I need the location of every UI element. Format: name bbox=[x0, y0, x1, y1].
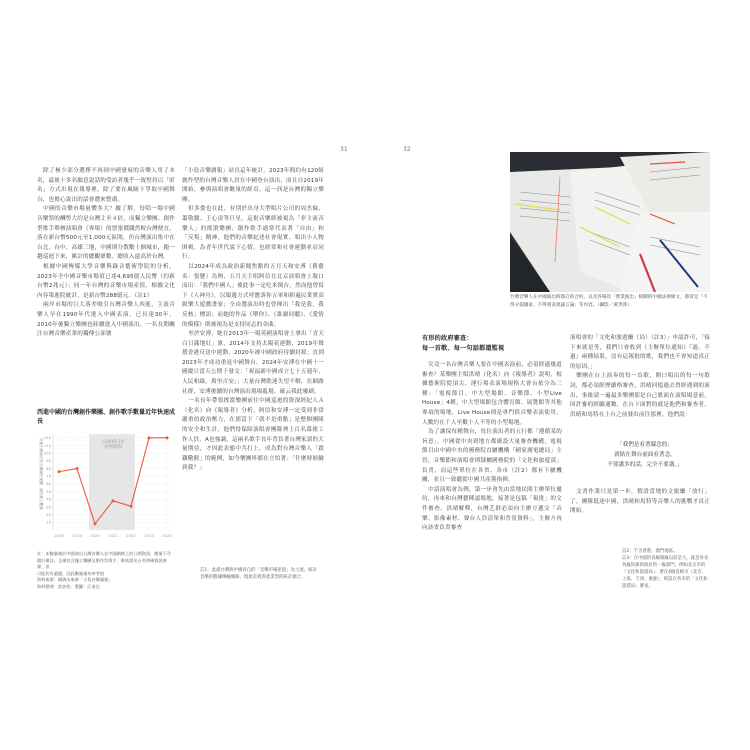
paragraph: 坐於安溥，她在2013年一場英國演唱會上拿出「青天白日滿地紅」旗，2014年支持太陽花運動，2019年聲援香港反送中運動，2020年被中國政府待續封殺；直到2023年才成功重返中國舞台，2024年安溥在中國十一國慶日當天公開于發文：「祝福新中國成立七十五週年，人民和綠，萬里吉安」；大量台灣歌迷失望不解，在網路社群，安溥後續的台灣演出現場亂場，確云我此廢刷。 bbox=[182, 331, 324, 395]
left-column-2 bbox=[182, 167, 324, 474]
chart-notes bbox=[37, 551, 175, 591]
x-tick-label: 2023 bbox=[144, 533, 154, 538]
paragraph: 一名長年帶領搖滾樂團前往中國巡迴的資深經紀人Ａ（化名）向《報導者》分析，阿信和安溥一定受到非常嚴重的政治壓力，在那當下「就不是重點」是整個團隊的安全和生計，他們得保障演唱會團隊裡上百名幕後工作人員，A也強調，這兩名歌手長年背負著台灣家諾的大量期待，才因此表態中共打上，成為對台灣音樂人「殺雞儆猴」的範例，如今樂團界都在言怕著：「什麼時候輪到我？」 bbox=[182, 398, 324, 472]
paragraph: 究竟一名台灣音樂人要在中國表演前，必須經過幾道審查？某樂團主唱洪晴（化名）向《報導者》說明，根據藝術院從頂尖、運行場表演場規格大會台依分為三種：「電視節目、中大型場館、音樂節、小型Live House」4種，中大型場館包含體育館、展覽館等其他專項的場地，Live House則是專門供音樂表演使用，人數約在千人至數十人不等的小型場地。 bbox=[422, 362, 562, 426]
paragraph: 文書作業只是第一步，假設當地的文旅廳「放行」了，團隊抵達中國，洪晴和馬特等音樂人的挑戰才真正開始。 bbox=[570, 489, 710, 515]
paragraph: 以2024年成為政治新聞焦點的五月天和安溥（舊藝名：張懸）為例，五月天主唱阿信在北京演唱會上脫口而出：「我們中國人」後此事一定吃米倒台，然而他曾寫下《人神舟》，以環邊方式呼應訴你五軍和抑遍民業實高級樂大遊戲畫家；全由選演出時也曾揮出「我是我，我反核」標語；而她的作品《喂你》、《誰謝同聽》、《愛情的模樣》則被視為是支持同志的金曲。 bbox=[182, 263, 324, 328]
quote-line: 不要講多的話，完全不要講。」 bbox=[607, 462, 683, 468]
paragraph: 根據中國傳媒大學音樂與錄音藝術學院的分析，2023年全中國音樂市場值已達4,695億人民幣（約新台幣2兆元）；同一年台灣的音樂市場產值，根據文化內容策進院統計，是新台幣288億元。（註1） bbox=[37, 263, 175, 299]
chart-note: 資料整理：許詩怡．製圖：江家宜 bbox=[37, 583, 100, 589]
covid-label: 疫情期間 bbox=[104, 445, 122, 450]
line-chart bbox=[37, 430, 177, 542]
y-tick-label: 30 bbox=[46, 504, 51, 510]
y-tick-label: 70 bbox=[46, 473, 51, 479]
covid-label: COVID-19 bbox=[102, 440, 124, 445]
y-tick-label: 100 bbox=[43, 450, 51, 456]
chart-title: 西進中國的台灣創作樂團、創作歌手數量近年快速成長 bbox=[37, 409, 176, 425]
photo-caption: 台灣音樂人在中國演出時簽訂的合約，以及各場次「營業演出」相關的中國法律條文，都常見「不得分裂國家、不得發表異議言論」等內容。（攝影／黃世澤） bbox=[510, 295, 708, 308]
closing-paragraph-block bbox=[570, 488, 710, 517]
y-tick-label: 120 bbox=[43, 435, 51, 441]
paragraph: 除了極少部分選擇不再到中國發展的音樂人用了本名，最後十多名願意說話的受訪者幾乎一致堅持以「匿名」方式出現在報導裡，除了要在風險下爭取中國舞台，也擔心說出的話會遭來整肅。 bbox=[37, 168, 175, 203]
paragraph: 樂團在台上演奏的每一首歌，開口唱出的每一句歌詞，都必須經歷嚴格審查，洪晴回憶過去曾經遇到的演出，事後請一遍最多樂團那是自己歌面在演唱場意前，因許審的經驗通數，在台下面對的就是他們和審查者，洪晴和馬特在上台之前發出前往那裡，他們說： bbox=[570, 373, 710, 418]
y-tick-label: 110 bbox=[43, 442, 51, 448]
quote-line: 就貼在舞台前面看著念， bbox=[614, 452, 676, 458]
photo-illustration bbox=[510, 152, 710, 292]
right-footnotes bbox=[622, 548, 710, 590]
chart-note: 資料來源：網調出來源「小島音樂讀報」 bbox=[37, 577, 113, 583]
data-point bbox=[94, 522, 97, 525]
data-point bbox=[130, 505, 133, 508]
footnote-3: 註3：在中國的省級層級以前是大，就是各省各級的黨與政府的一級部門，例如北京市的「文化和旅遊局」；要在4個直轄市（北京、上海、天津、重慶），則設在各市的「文化和旅遊局」審查。 bbox=[622, 556, 709, 589]
y-tick-label: 60 bbox=[46, 481, 51, 487]
y-axis-ticks bbox=[44, 435, 52, 524]
right-column-1 bbox=[422, 334, 562, 534]
y-tick-label: 80 bbox=[46, 465, 51, 471]
left-column-1 bbox=[37, 167, 175, 340]
data-point bbox=[112, 499, 115, 502]
page-number-left: 31 bbox=[340, 146, 348, 153]
chart-note: 註：本數量統計中國演出台灣音樂人在中國網路上的公開資訊，數量不含總計備註，且僅包含獨立樂團及創作型歌手，唯搖滾出台有明確資訊來源，但 bbox=[37, 551, 172, 570]
documents-photo bbox=[510, 152, 710, 292]
y-tick-label: 40 bbox=[46, 496, 51, 502]
section-heading: 有形的政府審查： bbox=[422, 335, 473, 342]
data-point bbox=[148, 436, 151, 439]
footnote-1: 註1：此處台灣與中國各自的「音樂市場產值」為主流，統計音樂的數據傳輸頻路，現規差異與產業型的統計總合。 bbox=[200, 568, 317, 580]
x-tick-label: 2022 bbox=[126, 533, 136, 538]
paragraph: 兩岸市場的巨大落差吸引台灣音樂人西進，主流音樂人早在1990年代進入中國表演，已長達30年，2010年後獨立樂團也陸續進入中國演出，一名長期關注台灣音樂產業的獨傳公部號 bbox=[37, 302, 175, 338]
paragraph: 為了讓保每種舞台，每位演出者的五行都「遵循某的旨意」，中國從中央到地方都廣設大量審查機構，電視節目由中國中央的國務院直屬機構「國家廣電總局」主管，音樂節和演唱會則隸屬國務院的「文化和旅遊部」負責，而這些單位在各省、各市（註2）都有下屬機關，並且一致聽從中國共產黨指揮。 bbox=[422, 429, 562, 484]
paragraph: 演唱會的「文化和旅遊廳（局）（註3）」申請許可，「接下來就是等，我們只會收到（主辦單位通知）『過、不過』兩種結果，沒有這報批的歌，我們也不會知道真正的原因。」 bbox=[570, 335, 710, 370]
paragraph: 中請演唱會為例，第一步會先由當地民間主辦單位邀約，再來和台灣藝陣認場地，接著是包稿「報批」的文件審查，洪晴解釋，台灣艺群必須向主辦方遞交「音樂、影像素材、聲台人員清單和背景資料」，主辦方再向該省負責審查 bbox=[422, 486, 562, 532]
y-tick-label: 10 bbox=[46, 519, 51, 525]
pull-quote bbox=[590, 440, 700, 470]
x-tick-label: 2018 bbox=[54, 533, 64, 538]
x-tick-label: 2019 bbox=[72, 533, 82, 538]
y-axis-label: 西進中國演出的台灣創作樂團、創作歌手數量 bbox=[39, 438, 43, 510]
x-axis-ticks bbox=[54, 533, 172, 538]
x-tick-label: 2021 bbox=[108, 533, 118, 538]
right-column-2 bbox=[570, 334, 710, 420]
footnote-2: 註2：不含香港、澳門地區。 bbox=[622, 549, 678, 554]
data-point bbox=[166, 436, 169, 439]
y-tick-label: 90 bbox=[46, 458, 51, 464]
quote-line: 「我們是看著縣念的， bbox=[617, 442, 673, 448]
x-tick-label: 2024 bbox=[162, 533, 172, 538]
data-point bbox=[76, 467, 79, 470]
y-tick-label: 20 bbox=[46, 511, 51, 517]
y-tick-label: 50 bbox=[46, 488, 51, 494]
page-number-right: 32 bbox=[403, 146, 411, 153]
data-point bbox=[58, 470, 61, 473]
section-heading: 每一首歌、每一句話都還監視 bbox=[422, 345, 505, 352]
paragraph: 中國的音樂市場量體多大？據了解，每唱一場中國音樂祭的酬勞大約是台灣２至４倍，而獨立樂團、創作型歌手舉辦演唱會（專場）的票張價錢然較台灣便宜，落在新台幣500元至1,000元區間，但台灣演出集中在台北、台中、高雄三地，中國則分散數十個城市，跑一趟巡迴下來，累計的總觀眾數、總收入遠高於台灣。 bbox=[37, 206, 175, 261]
paragraph: 「小島音樂讀報」站長這年統計，2023年間約有120組創作型的台灣音樂人員在中國登台演出，而且自2019年開始，參與演唱會數量的經首，這一西是台灣的獨立樂團。 bbox=[182, 168, 324, 203]
chart-note: 可能仍有遺漏，因此數量僅為參考值 bbox=[37, 570, 105, 576]
x-tick-label: 2020 bbox=[90, 533, 100, 538]
paragraph: 但多姿也在此，有別於出身大型唱片公司的周杰倫、蕭敬騰、王心凌等巨星，這批音樂經被視為「非主流音樂人」的搖滾樂團、創作歌手通常代表著「自由」和「反叛」精神，他們的音樂紀述社會現實、唱出小人物困頓，為青年世代說下心情，也經常和社會運動並肩同行。 bbox=[182, 206, 324, 261]
